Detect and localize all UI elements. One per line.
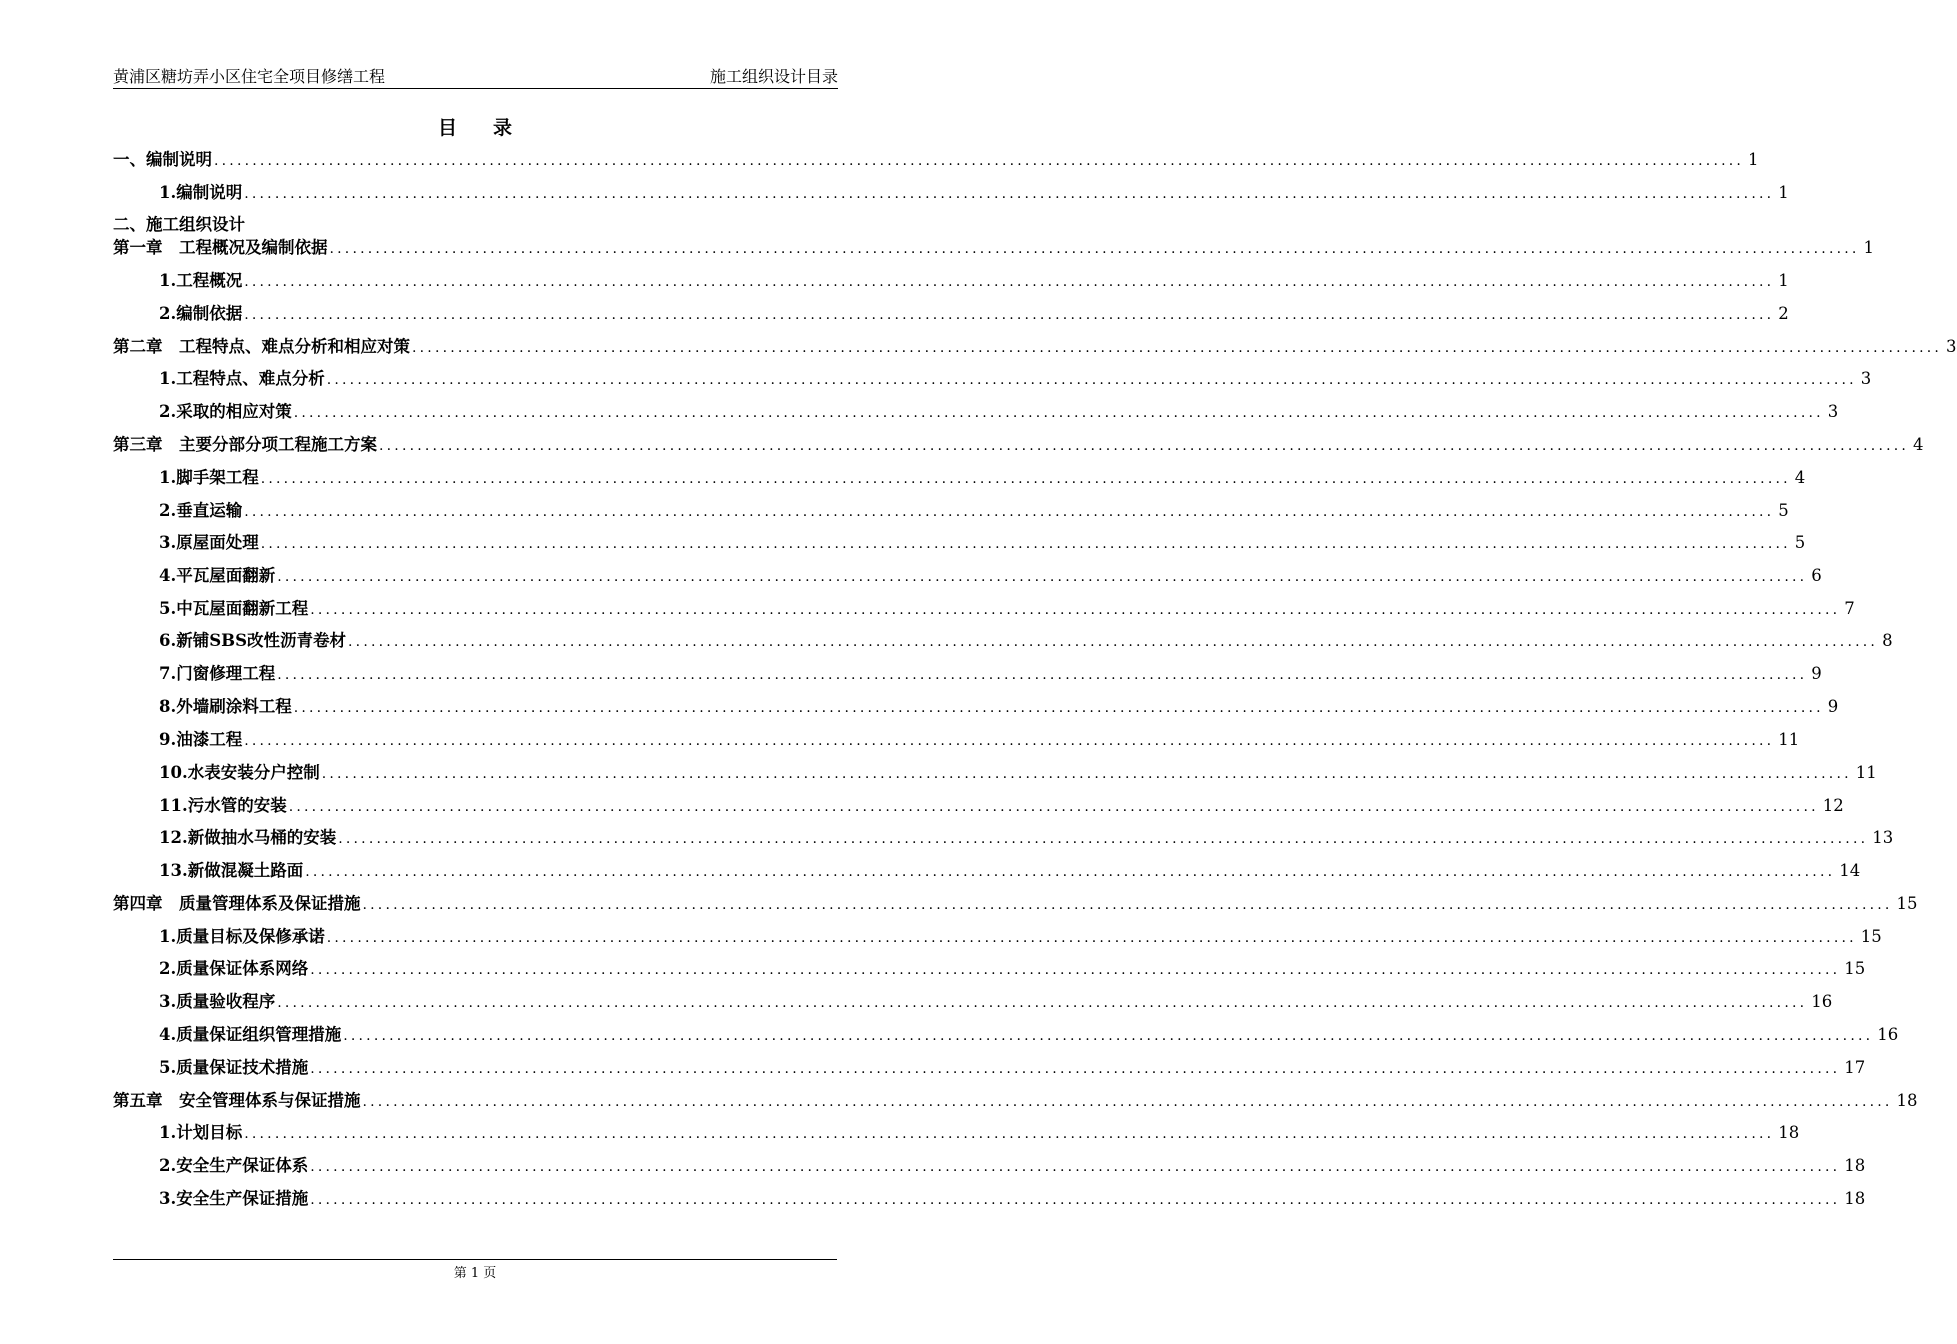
toc-entry-page: 1 (1748, 150, 1759, 169)
toc-entry-page: 12 (1822, 796, 1844, 815)
toc-leader-dots: ........................................................................................................................................................................................................ (288, 799, 1819, 815)
toc-entry-label: 9.油漆工程 (159, 730, 243, 749)
toc-leader-dots: ........................................................................................................................................................................................................ (329, 241, 1860, 257)
toc-leader-dots: ........................................................................................................................................................................................................ (310, 1061, 1841, 1077)
toc-entry[interactable] (113, 728, 1800, 752)
toc-leader-dots: ........................................................................................................................................................................................................ (343, 1028, 1874, 1044)
toc-entry-label: 第三章 主要分部分项工程施工方案 (113, 435, 377, 454)
toc-leader-dots: ........................................................................................................................................................................................................ (214, 153, 1745, 169)
toc-entry[interactable] (113, 213, 837, 237)
toc-entry-page: 11 (1855, 763, 1877, 782)
toc-leader-dots: ........................................................................................................................................................................................................ (244, 733, 1775, 749)
toc-entry[interactable] (113, 400, 1839, 424)
toc-entry-label: 3.安全生产保证措施 (159, 1189, 309, 1208)
toc-leader-dots: ........................................................................................................................................................................................................ (362, 897, 1893, 913)
toc-entry[interactable] (113, 859, 1861, 883)
page-number: 第 1 页 (453, 1266, 497, 1281)
toc-entry-page: 5 (1778, 501, 1789, 520)
toc-entry-label: 8.外墙刷涂料工程 (159, 697, 292, 716)
toc-entry-label: 1.质量目标及保修承诺 (159, 927, 325, 946)
toc-entry-label: 1.工程概况 (159, 271, 243, 290)
toc-leader-dots: ........................................................................................................................................................................................................ (412, 340, 1943, 356)
toc-leader-dots: ........................................................................................................................................................................................................ (244, 307, 1775, 323)
toc-entry-label: 5.中瓦屋面翻新工程 (159, 599, 309, 618)
toc-entry[interactable] (113, 335, 1957, 359)
toc-entry-label: 12.新做抽水马桶的安装 (159, 828, 337, 847)
toc-leader-dots: ........................................................................................................................................................................................................ (305, 864, 1836, 880)
toc-leader-dots: ........................................................................................................................................................................................................ (293, 700, 1824, 716)
toc-entry-page: 9 (1811, 664, 1822, 683)
toc-entry-label: 二、施工组织设计 (113, 215, 245, 234)
toc-entry-page: 15 (1896, 894, 1918, 913)
toc-leader-dots: ........................................................................................................................................................................................................ (277, 995, 1808, 1011)
toc-entry-page: 5 (1794, 533, 1806, 552)
header-project-name: 黄浦区糖坊弄小区住宅全项目修缮工程 (113, 67, 386, 86)
toc-entry-page: 2 (1778, 304, 1789, 323)
toc-entry[interactable] (113, 531, 1806, 555)
toc-entry-label: 一、编制说明 (113, 150, 212, 169)
toc-entry[interactable] (113, 957, 1866, 981)
toc-entry[interactable] (113, 148, 1759, 172)
toc-leader-dots: ........................................................................................................................................................................................................ (321, 766, 1852, 782)
toc-entry[interactable] (113, 794, 1844, 818)
toc-entry-page: 3 (1946, 337, 1957, 356)
toc-entry-page: 7 (1844, 599, 1855, 618)
toc-entry[interactable] (113, 466, 1806, 490)
toc-entry-label: 1.工程特点、难点分析 (159, 369, 325, 388)
toc-leader-dots: ........................................................................................................................................................................................................ (260, 536, 1791, 552)
toc-leader-dots: ........................................................................................................................................................................................................ (244, 186, 1775, 202)
toc-entry-page: 6 (1811, 566, 1822, 585)
toc-entry-label: 2.采取的相应对策 (159, 402, 292, 421)
toc-entry[interactable] (113, 597, 1855, 621)
toc-entry-page: 3 (1827, 402, 1839, 421)
toc-entry-label: 第五章 安全管理体系与保证措施 (113, 1091, 361, 1110)
toc-entry-label: 6.新铺SBS改性沥青卷材 (159, 631, 347, 650)
header-doc-title: 施工组织设计目录 (709, 67, 838, 86)
toc-leader-dots: ........................................................................................................................................................................................................ (338, 831, 1869, 847)
toc-entry-page: 16 (1811, 992, 1833, 1011)
toc-leader-dots: ........................................................................................................................................................................................................ (310, 1159, 1841, 1175)
toc-entry[interactable] (113, 1154, 1866, 1178)
toc-entry[interactable] (113, 662, 1822, 686)
toc-leader-dots: ........................................................................................................................................................................................................ (326, 372, 1857, 388)
toc-entry-page: 13 (1872, 828, 1894, 847)
toc-entry-label: 2.编制依据 (159, 304, 243, 323)
toc-entry-label: 3.原屋面处理 (159, 533, 259, 552)
toc-entry[interactable] (113, 695, 1839, 719)
toc-entry-label: 2.质量保证体系网络 (159, 959, 309, 978)
toc-leader-dots: ........................................................................................................................................................................................................ (326, 930, 1857, 946)
toc-entry-page: 18 (1844, 1156, 1866, 1175)
toc-entry[interactable] (113, 433, 1924, 457)
toc-entry-page: 15 (1860, 927, 1882, 946)
toc-entry-label: 2.垂直运输 (159, 501, 243, 520)
title-char-1: 目 (437, 117, 457, 139)
toc-leader-dots: ........................................................................................................................................................................................................ (277, 569, 1808, 585)
toc-entry-page: 17 (1844, 1058, 1866, 1077)
toc-entry-label: 10.水表安装分户控制 (159, 763, 320, 782)
toc-entry[interactable] (113, 826, 1894, 850)
toc-entry-label: 4.平瓦屋面翻新 (159, 566, 276, 585)
toc-entry-page: 1 (1778, 271, 1789, 290)
toc-entry[interactable] (113, 564, 1822, 588)
toc-entry-label: 4.质量保证组织管理措施 (159, 1025, 342, 1044)
toc-entry-page: 14 (1839, 861, 1861, 880)
toc-entry-label: 1.脚手架工程 (159, 468, 259, 487)
toc-entry-label: 5.质量保证技术措施 (159, 1058, 309, 1077)
toc-entry-label: 13.新做混凝土路面 (159, 861, 304, 880)
toc-entry[interactable] (113, 761, 1877, 785)
toc-leader-dots: ........................................................................................................................................................................................................ (310, 962, 1841, 978)
toc-entry[interactable] (113, 1023, 1899, 1047)
toc-entry[interactable] (113, 1121, 1800, 1145)
toc-leader-dots: ........................................................................................................................................................................................................ (244, 1126, 1775, 1142)
toc-leader-dots: ........................................................................................................................................................................................................ (244, 504, 1775, 520)
toc-entry-page: 9 (1827, 697, 1839, 716)
toc-entry-page: 18 (1844, 1189, 1866, 1208)
toc-entry-page: 3 (1860, 369, 1872, 388)
toc-entry-label: 第二章 工程特点、难点分析和相应对策 (113, 337, 410, 356)
toc-entry[interactable] (113, 1056, 1866, 1080)
toc-entry-label: 7.门窗修理工程 (159, 664, 276, 683)
page-header (113, 66, 838, 89)
toc-entry[interactable] (113, 629, 1893, 653)
toc-entry-page: 16 (1877, 1025, 1899, 1044)
toc-entry-label: 第四章 质量管理体系及保证措施 (113, 894, 361, 913)
toc-leader-dots: ........................................................................................................................................................................................................ (379, 438, 1910, 454)
toc-leader-dots: ........................................................................................................................................................................................................ (244, 274, 1775, 290)
toc-entry-page: 15 (1844, 959, 1866, 978)
toc-entry-label: 第一章 工程概况及编制依据 (113, 238, 328, 257)
toc-entry[interactable] (113, 499, 1789, 523)
toc-entry[interactable] (113, 236, 1875, 260)
toc-entry-page: 4 (1913, 435, 1924, 454)
toc-entry-label: 2.安全生产保证体系 (159, 1156, 309, 1175)
toc-entry-page: 4 (1794, 468, 1806, 487)
toc-entry[interactable] (113, 367, 1872, 391)
footer-divider (113, 1259, 837, 1260)
toc-entry[interactable] (113, 1187, 1866, 1211)
toc-entry-label: 3.质量验收程序 (159, 992, 276, 1011)
toc-entry-page: 18 (1778, 1123, 1800, 1142)
toc-entry[interactable] (113, 181, 1789, 205)
toc-entry-label: 11.污水管的安装 (159, 796, 287, 815)
toc-leader-dots: ........................................................................................................................................................................................................ (260, 471, 1791, 487)
toc-leader-dots: ........................................................................................................................................................................................................ (310, 1192, 1841, 1208)
toc-entry[interactable] (113, 892, 1918, 916)
toc-entry[interactable] (113, 302, 1789, 326)
toc-entry-page: 18 (1896, 1091, 1918, 1110)
toc-entry-label: 1.计划目标 (159, 1123, 243, 1142)
toc-entry[interactable] (113, 990, 1833, 1014)
toc-leader-dots: ........................................................................................................................................................................................................ (310, 602, 1841, 618)
toc-entry-label: 1.编制说明 (159, 183, 243, 202)
toc-leader-dots: ........................................................................................................................................................................................................ (362, 1094, 1893, 1110)
toc-leader-dots: ........................................................................................................................................................................................................ (348, 634, 1879, 650)
toc-entry-page: 8 (1882, 631, 1893, 650)
toc-entry[interactable] (113, 925, 1882, 949)
page-title (0, 113, 950, 140)
toc-entry[interactable] (113, 1089, 1918, 1113)
toc-entry[interactable] (113, 269, 1789, 293)
toc-entry-page: 1 (1778, 183, 1789, 202)
toc-entry-page: 1 (1863, 238, 1875, 257)
toc-entry-page: 11 (1778, 730, 1800, 749)
toc-leader-dots: ........................................................................................................................................................................................................ (277, 667, 1808, 683)
title-char-2: 录 (493, 117, 513, 139)
toc-leader-dots: ........................................................................................................................................................................................................ (293, 405, 1824, 421)
